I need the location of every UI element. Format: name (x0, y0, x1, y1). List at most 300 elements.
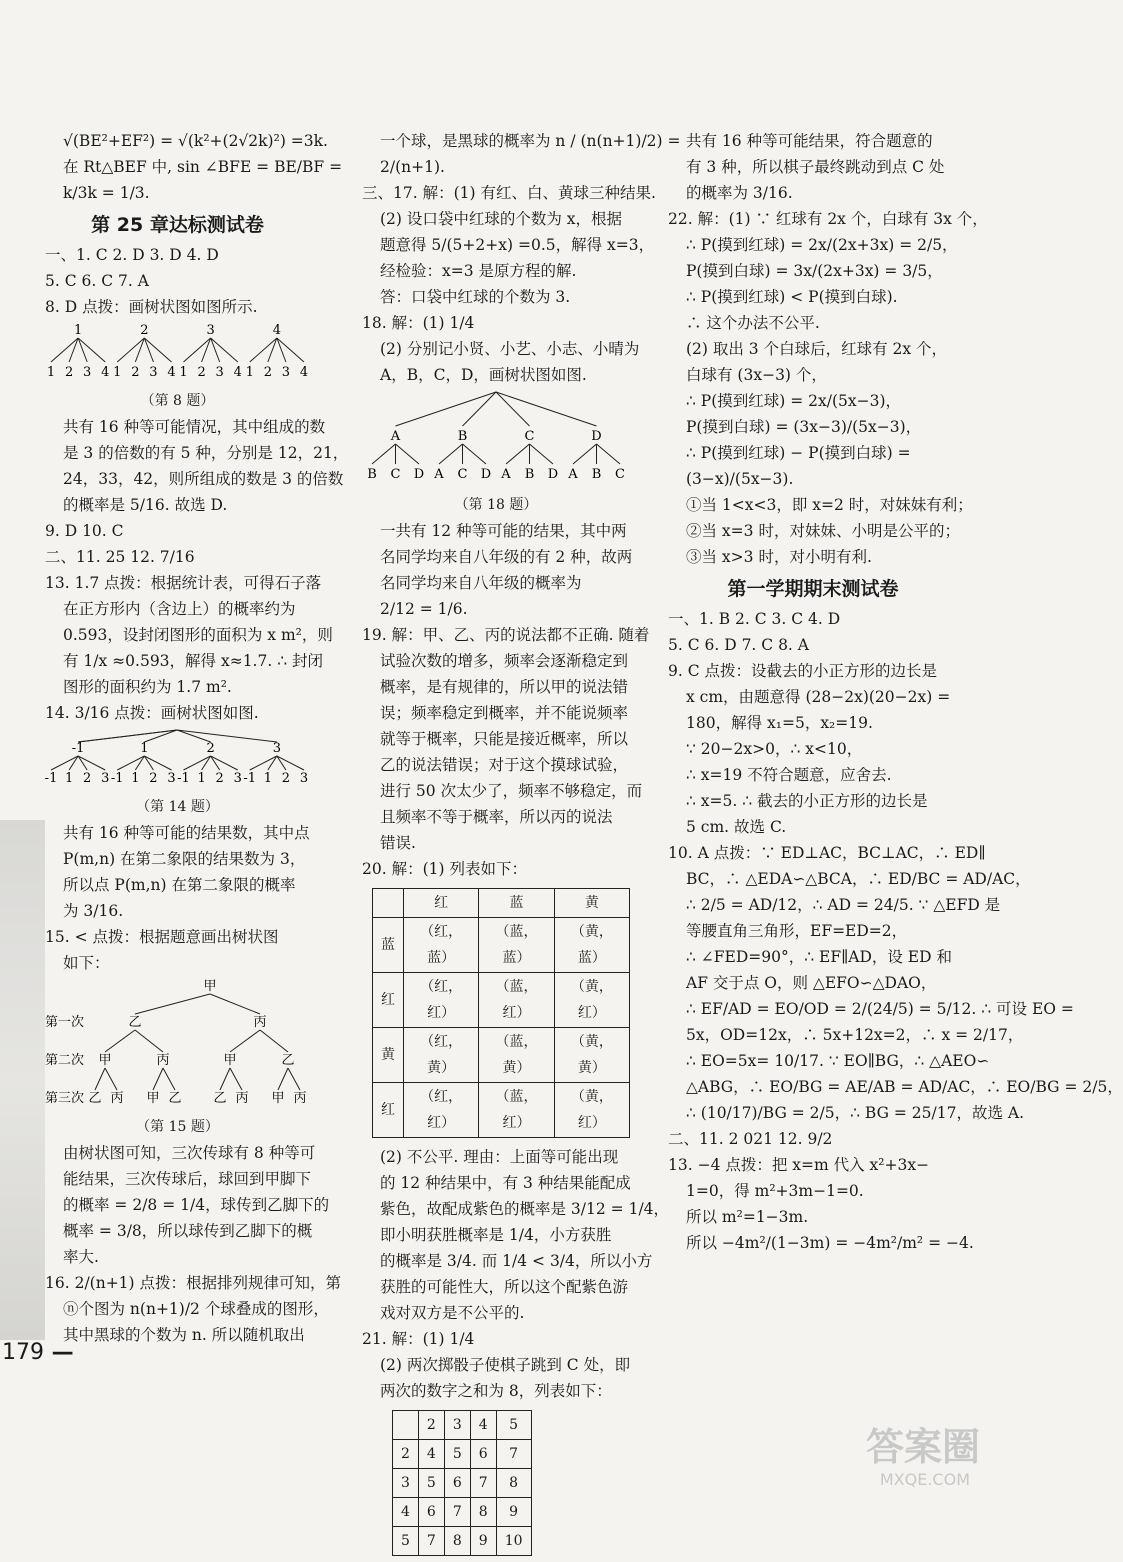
tree-node-label: 丙 (156, 1053, 170, 1068)
tree-node-label: 3 (83, 365, 92, 380)
text-line: 9. C 点拨：设截去的小正方形的边长是 (668, 662, 938, 680)
table-cell: 3 (393, 1469, 419, 1498)
table-cell: 红 (373, 973, 404, 1028)
text-line: 名同学均来自八年级的概率为 (380, 574, 582, 592)
text-line: 180，解得 x₁=5，x₂=19. (686, 714, 873, 732)
tree-node-label: 2 (140, 323, 149, 338)
tree-node-label: 甲 (223, 1053, 237, 1068)
table-row (373, 889, 630, 918)
text-line: ∴ ∠FED=90°，∴ EF∥AD，设 ED 和 (686, 948, 952, 966)
text-line: ②当 x=3 时，对妹妹、小明是公平的； (686, 522, 960, 540)
tree-edge (230, 1068, 242, 1090)
text-line: 共有 16 种等可能结果，符合题意的 (686, 132, 933, 150)
tree-node-label: 乙 (281, 1053, 295, 1068)
tree-edge (396, 392, 497, 426)
column-left (44, 128, 349, 1348)
table-cell: 8 (470, 1498, 496, 1527)
table-cell: 5 (496, 1411, 531, 1440)
paragraph (362, 180, 656, 310)
tree-node-label: 3 (281, 365, 291, 380)
tree-node-label: 4 (101, 365, 110, 380)
tree-edge (372, 444, 396, 464)
tree-node-label: 乙 (128, 1015, 142, 1030)
answer-line: 21. 解：(1) 1/4 (362, 1330, 475, 1348)
table-cell: 5 (393, 1527, 419, 1556)
tree-node-label: A (501, 467, 511, 482)
tree-edge (220, 1068, 230, 1090)
paragraph (45, 1270, 342, 1348)
paragraph (668, 206, 988, 570)
paragraph (362, 518, 633, 622)
tree-node-label: 2 (83, 771, 92, 786)
watermark-site: MXQE.COM (879, 1470, 970, 1489)
paragraph (362, 336, 640, 388)
text-line: 概率 = 3/8，所以球传到乙脚下的概 (63, 1222, 313, 1240)
table-cell: 5 (444, 1440, 470, 1469)
text-line: 有 3 种，所以棋子最终跳动到点 C 处 (686, 158, 945, 176)
table-cell: （黄，红） (554, 973, 629, 1028)
table-cell: 8 (444, 1527, 470, 1556)
answer-line: 一、1. B 2. C 3. C 4. D (668, 610, 841, 628)
text-line: 所以点 P(m,n) 在第二象限的概率 (63, 876, 296, 894)
table-cell: （黄，红） (554, 1083, 629, 1138)
column-middle (362, 128, 681, 1562)
table-cell: （蓝，红） (479, 1083, 554, 1138)
text-line: (2) 分别记小贤、小艺、小志、小晴为 (380, 340, 640, 358)
tree-node-label: 乙 (88, 1091, 102, 1106)
paragraph (362, 1144, 670, 1326)
text-line: 24，33，42，则所组成的数是 3 的倍数 (63, 470, 344, 488)
table-cell: （蓝，蓝） (479, 918, 554, 973)
table-cell: （红，蓝） (404, 918, 479, 973)
table-cell: （蓝，红） (479, 973, 554, 1028)
table-cell: （红，红） (404, 973, 479, 1028)
tree-node-label: A (390, 429, 401, 444)
margin-watermark-strip (0, 820, 45, 1340)
paragraph (45, 924, 310, 976)
tree-node-label: 2 (131, 365, 140, 380)
text-line: ∴ x=19 不符合题意，应舍去. (686, 766, 892, 784)
tree-edge (463, 444, 487, 464)
tree-node-label: 甲 (271, 1091, 285, 1106)
tree-node-label: 丙 (235, 1091, 249, 1106)
text-line: 一共有 12 种等可能的结果，其中两 (380, 522, 627, 540)
text-line: 的概率为 3/16. (686, 184, 793, 202)
table-cell: 7 (470, 1469, 496, 1498)
tree-edge (530, 444, 554, 464)
tree-edge (496, 392, 530, 426)
text-line: 5 cm. 故选 C. (686, 818, 787, 836)
text-line: 试验次数的增多，频率会逐渐稳定到 (380, 652, 629, 670)
text-line: √(BE²+EF²) = √(k²+(2√2k)²) =3k. (63, 132, 328, 150)
text-line: 进行 50 次太少了，频率不够稳定，而 (380, 782, 643, 800)
tree-node-label: 3 (215, 365, 224, 380)
text-line: 13. −4 点拨：把 x=m 代入 x²+3x− (668, 1156, 930, 1174)
text-line: 乙的说法错误；对于这个摸球试验， (380, 756, 629, 774)
tree-edge (396, 444, 420, 464)
caption: （第 8 题） (140, 393, 215, 409)
text-line: 有 1/x ≈0.593，解得 x≈1.7. ∴ 封闭 (63, 652, 323, 670)
text-line: A，B，C，D，画树状图如图. (380, 366, 587, 384)
text-line: △ABG，∴ EO/BG = AE/AB = AD/AC，∴ EO/BG = 2/5， (686, 1078, 1123, 1096)
table-20 (372, 888, 630, 1138)
text-line: 名同学均来自八年级的有 2 种，故两 (380, 548, 633, 566)
tree-edge (439, 444, 463, 464)
text-line: ∴ (10/17)/BG = 2/5，∴ BG = 25/17，故选 A. (686, 1104, 1025, 1122)
tree-node-label: C (457, 467, 468, 482)
table-row (373, 1083, 630, 1138)
text-line: 答：口袋中红球的个数为 3. (380, 288, 571, 306)
text-line: ∴ EO=5x= 10/17. ∵ EO∥BG，∴ △AEO∽ (686, 1052, 990, 1070)
text-line: (2) 取出 3 个白球后，红球有 2x 个， (686, 340, 948, 358)
paragraph (362, 1352, 630, 1404)
paragraph (362, 622, 650, 856)
tree-edge (463, 392, 497, 426)
tree-edge (135, 994, 210, 1014)
tree-node-label: A (568, 467, 578, 482)
tree-edge (105, 1030, 135, 1052)
text-line: 5x，OD=12x，∴ 5x+12x=2，∴ x = 2/17， (686, 1026, 1024, 1044)
tree-node-label: 甲 (146, 1091, 160, 1106)
table-row (393, 1527, 532, 1556)
tree-node-label: 2 (215, 771, 224, 786)
text-line: 为 3/16. (63, 902, 124, 920)
text-line: P(摸到白球) = (3x−3)/(5x−3)， (686, 418, 922, 436)
text-line: 所以 −4m²/(1−3m) = −4m²/m² = −4. (686, 1234, 974, 1252)
text-line: ①当 1<x<3，即 x=2 时，对妹妹有利； (686, 496, 973, 514)
tree-node-label: 乙 (213, 1091, 227, 1106)
table-cell: 4 (393, 1498, 419, 1527)
tree-row-label: 第三次 (45, 1091, 85, 1106)
table-cell: 红 (373, 1083, 404, 1138)
answer-line: 5. C 6. D 7. C 8. A (668, 636, 809, 654)
answer-line: 20. 解：(1) 列表如下： (362, 860, 527, 878)
text-line: 一个球，是黑球的概率为 n / (n(n+1)/2) = (380, 132, 681, 150)
tree-node-label: 3 (149, 365, 158, 380)
tree-node-label: C (524, 429, 535, 444)
text-line: 经检验：x=3 是原方程的解. (380, 262, 577, 280)
tree-node-label: -1 (44, 771, 58, 786)
tree-diagram-18 (362, 388, 630, 484)
table-row (373, 918, 630, 973)
table-cell: 蓝 (479, 889, 554, 918)
tree-node-label: 1 (263, 771, 272, 786)
answer-line: 14. 3/16 点拨：画树状图如图. (45, 704, 259, 722)
table-cell: 4 (470, 1411, 496, 1440)
text-line: ∴ EF/AD = EO/OD = 2/(24/5) = 5/12. ∴ 可设 EO = (686, 1000, 1074, 1018)
text-line: 两次的数字之和为 8，列表如下： (380, 1382, 612, 1400)
tree-node-label: 甲 (203, 979, 217, 994)
table-cell: 8 (496, 1469, 531, 1498)
table-cell: 9 (470, 1527, 496, 1556)
text-line: ∴ P(摸到红球) = 2x/(2x+3x) = 2/5， (686, 236, 958, 254)
tree-edge (163, 1068, 175, 1090)
table-cell: 2 (393, 1440, 419, 1469)
tree-node-label: 2 (281, 771, 291, 786)
tree-edge (597, 444, 621, 464)
text-line: 白球有 (3x−3) 个， (686, 366, 827, 384)
text-line: ∴ 2/5 = AD/12，∴ AD = 24/5. ∵ △EFD 是 (686, 896, 1001, 914)
text-line: 图形的面积约为 1.7 m². (63, 678, 232, 696)
text-line: (3−x)/(5x−3). (686, 470, 794, 488)
answer-line: 8. D 点拨：画树状图如图所示. (45, 298, 258, 316)
tree-node-label: 1 (245, 365, 254, 380)
watermark-logo: 答案圈 (865, 1425, 980, 1469)
tree-diagram-8 (45, 320, 310, 380)
table-21 (392, 1410, 532, 1556)
tree-edge (135, 1030, 163, 1052)
table-cell: （红，黄） (404, 1028, 479, 1083)
tree-row-label: 第一次 (45, 1015, 85, 1030)
text-line: (2) 两次掷骰子使棋子跳到 C 处，即 (380, 1356, 631, 1374)
text-line: 0.593，设封闭图形的面积为 x m²，则 (63, 626, 333, 644)
table-cell: 5 (418, 1469, 444, 1498)
text-line: 误；频率稳定到概率，并不能说频率 (380, 704, 629, 722)
text-line: 共有 16 种等可能情况，其中组成的数 (63, 418, 326, 436)
tree-diagram-14 (45, 726, 310, 786)
table-row (393, 1411, 532, 1440)
text-line: 2/(n+1). (380, 158, 445, 176)
tree-node-label: B (524, 467, 535, 482)
tree-node-label: 乙 (168, 1091, 182, 1106)
tree-edge (278, 1068, 288, 1090)
text-line: x cm，由题意得 (28−2x)(20−2x) = (686, 688, 951, 706)
table-cell: 2 (418, 1411, 444, 1440)
tree-node-label: B (367, 467, 377, 482)
table-cell: 黄 (373, 1028, 404, 1083)
text-line: 等腰直角三角形，EF=ED=2， (686, 922, 908, 940)
tree-node-label: B (591, 467, 602, 482)
text-line: 22. 解：(1) ∵ 红球有 2x 个，白球有 3x 个， (668, 210, 988, 228)
table-cell: 3 (444, 1411, 470, 1440)
caption: （第 18 题） (454, 497, 538, 513)
text-line: 能结果，三次传球后，球回到甲脚下 (63, 1170, 312, 1188)
text-line: 概率，是有规律的，所以甲的说法错 (380, 678, 629, 696)
text-line: 的 12 种结果中，有 3 种结果能配成 (380, 1174, 631, 1192)
text-line: 16. 2/(n+1) 点拨：根据排列规律可知，第 (45, 1274, 342, 1292)
tree-node-label: A (434, 467, 444, 482)
tree-node-label: 丙 (110, 1091, 124, 1106)
tree-node-label: -1 (71, 741, 85, 756)
text-line: 13. 1.7 点拨：根据统计表，可得石子落 (45, 574, 322, 592)
tree-node-label: 4 (167, 365, 176, 380)
chapter-title: 第 25 章达标测试卷 (91, 214, 264, 236)
paragraph (45, 820, 310, 924)
text-line: 10. A 点拨：∵ ED⊥AC，BC⊥AC，∴ ED∥ (668, 844, 986, 862)
text-line: 就等于概率，只能是接近概率，所以 (380, 730, 629, 748)
tree-node-label: 2 (206, 741, 215, 756)
tree-node-label: B (457, 429, 468, 444)
table-cell: 蓝 (373, 918, 404, 973)
text-line: ∴ P(摸到红球) − P(摸到白球) = (686, 444, 911, 462)
tree-node-label: 丙 (253, 1015, 267, 1030)
text-line: AF 交于点 O，则 △EFO∽△DAO， (686, 974, 937, 992)
tree-node-label: C (615, 467, 625, 482)
caption: （第 15 题） (136, 1119, 219, 1135)
tree-node-label: 2 (263, 365, 272, 380)
tree-node-label: -1 (110, 771, 124, 786)
tree-node-label: 3 (101, 771, 110, 786)
text-line: ⓝ个图为 n(n+1)/2 个球叠成的图形， (63, 1300, 329, 1318)
answer-line: 18. 解：(1) 1/4 (362, 314, 475, 332)
tree-edge (496, 392, 597, 426)
text-line: (2) 设口袋中红球的个数为 x，根据 (380, 210, 623, 228)
text-line: 1=0，得 m²+3m−1=0. (686, 1182, 864, 1200)
tree-node-label: 1 (131, 771, 140, 786)
text-line: P(m,n) 在第二象限的结果数为 3， (63, 850, 306, 868)
text-line: 如下： (63, 954, 110, 972)
table-cell: 9 (496, 1498, 531, 1527)
text-line: ∴ P(摸到红球) < P(摸到白球). (686, 288, 898, 306)
text-line: 紫色，故配成紫色的概率是 3/12 = 1/4， (380, 1200, 670, 1218)
text-line: 获胜的可能性大，所以这个配紫色游 (380, 1278, 629, 1296)
table-cell: （蓝，黄） (479, 1028, 554, 1083)
paragraph (668, 128, 958, 206)
tree-node-label: C (390, 467, 401, 482)
tree-node-label: 4 (299, 365, 309, 380)
tree-node-label: 丙 (293, 1091, 307, 1106)
text-line: 的概率 = 2/8 = 1/4，球传到乙脚下的 (63, 1196, 330, 1214)
tree-row-label: 第二次 (45, 1053, 85, 1068)
text-line: 15. < 点拨：根据题意画出树状图 (45, 928, 279, 946)
tree-node-label: 1 (179, 365, 188, 380)
text-line: 的概率是 3/4. 而 1/4 < 3/4，所以小方 (380, 1252, 653, 1270)
tree-node-label: 4 (272, 323, 282, 338)
text-line: ∴ x=5. ∴ 截去的小正方形的边长是 (686, 792, 928, 810)
table-cell: （黄，蓝） (554, 918, 629, 973)
tree-node-label: D (480, 467, 492, 482)
text-line: ∴ 这个办法不公平. (686, 314, 820, 332)
tree-node-label: -1 (243, 771, 257, 786)
tree-node-label: D (413, 467, 425, 482)
answer-line: 5. C 6. C 7. A (45, 272, 149, 290)
text-line: 所以 m²=1−3m. (686, 1208, 809, 1226)
tree-node-label: 2 (197, 365, 206, 380)
text-line: (2) 不公平. 理由：上面等可能出现 (380, 1148, 619, 1166)
table-cell: 4 (418, 1440, 444, 1469)
tree-edge (506, 444, 530, 464)
table-cell: 10 (496, 1527, 531, 1556)
text-line: 且频率不等于概率，所以丙的说法 (380, 808, 613, 826)
text-line: P(摸到白球) = 3x/(2x+3x) = 3/5， (686, 262, 943, 280)
table-cell (373, 889, 404, 918)
answer-line: 一、1. C 2. D 3. D 4. D (45, 246, 219, 264)
tree-node-label: D (591, 429, 602, 444)
tree-node-label: 3 (272, 741, 282, 756)
text-line: 率大. (63, 1248, 99, 1266)
tree-edge (230, 1030, 260, 1052)
text-line: 由树状图可知，三次传球有 8 种等可 (63, 1144, 316, 1162)
text-line: 在正方形内（含边上）的概率约为 (63, 600, 296, 618)
tree-edge (260, 1030, 288, 1052)
table-cell: （红，红） (404, 1083, 479, 1138)
tree-edge (210, 994, 260, 1014)
tree-node-label: 1 (197, 771, 206, 786)
table-cell: 红 (404, 889, 479, 918)
text-line: 题意得 5/(5+2+x) =0.5，解得 x=3， (380, 236, 655, 254)
table-cell: 黄 (554, 889, 629, 918)
text-line: 的概率是 5/16. 故选 D. (63, 496, 228, 514)
text-line: ③当 x>3 时，对小明有利. (686, 548, 872, 566)
tree-diagram-15 (45, 976, 310, 1106)
answer-line: 二、11. 25 12. 7/16 (45, 548, 195, 566)
table-row (393, 1440, 532, 1469)
table-cell: （黄，黄） (554, 1028, 629, 1083)
tree-edge (573, 444, 597, 464)
text-line: 2/12 = 1/6. (380, 600, 468, 618)
text-line: 在 Rt△BEF 中, sin ∠BFE = BE/BF = (63, 158, 343, 176)
table-cell: 6 (470, 1440, 496, 1469)
tree-node-label: 3 (299, 771, 309, 786)
page-number: 179 — (2, 1340, 74, 1365)
tree-node-label: -1 (177, 771, 190, 786)
paragraph (668, 840, 1123, 1126)
tree-node-label: D (547, 467, 559, 482)
tree-node-label: 2 (149, 771, 158, 786)
tree-node-label: 4 (233, 365, 242, 380)
text-line: 是 3 的倍数的有 5 种，分别是 12，21， (63, 444, 349, 462)
tree-node-label: 3 (233, 771, 242, 786)
table-cell: 7 (418, 1527, 444, 1556)
table-cell: 6 (444, 1469, 470, 1498)
tree-edge (177, 730, 277, 742)
paragraph (668, 1152, 974, 1256)
table-cell: 7 (496, 1440, 531, 1469)
tree-edge (95, 1068, 105, 1090)
paragraph (45, 1140, 330, 1270)
table-cell: 6 (418, 1498, 444, 1527)
table-row (393, 1498, 532, 1527)
tree-node-label: 1 (46, 365, 56, 380)
text-line: 即小明获胜概率是 1/4，小方获胜 (380, 1226, 612, 1244)
paragraph (45, 414, 349, 518)
caption: （第 14 题） (136, 799, 219, 815)
tree-node-label: 1 (113, 365, 122, 380)
text-line: ∵ 20−2x>0，∴ x<10， (686, 740, 863, 758)
text-line: 共有 16 种等可能的结果数，其中点 (63, 824, 310, 842)
column-right (668, 128, 1123, 1256)
answer-line: 二、11. 2 021 12. 9/2 (668, 1130, 833, 1148)
text-line: 三、17. 解：(1) 有红、白、黄球三种结果. (362, 184, 656, 202)
tree-node-label: 2 (64, 365, 74, 380)
tree-node-label: 3 (167, 771, 176, 786)
paragraph (45, 570, 333, 700)
tree-node-label: 1 (140, 741, 149, 756)
table-cell (393, 1411, 419, 1440)
text-line: k/3k = 1/3. (63, 184, 150, 202)
text-line: 19. 解：甲、乙、丙的说法都不正确. 随着 (362, 626, 650, 644)
tree-node-label: 3 (206, 323, 215, 338)
tree-edge (105, 1068, 117, 1090)
table-row (393, 1469, 532, 1498)
table-row (373, 973, 630, 1028)
paragraph (668, 658, 958, 840)
text-line: ∴ P(摸到红球) = 2x/(5x−3)， (686, 392, 902, 410)
text-line: BC，∴ △EDA∽△BCA，∴ ED/BC = AD/AC， (686, 870, 1031, 888)
section-title: 第一学期期末测试卷 (727, 578, 899, 600)
tree-node-label: 1 (73, 323, 83, 338)
text-line: 其中黑球的个数为 n. 所以随机取出 (63, 1326, 305, 1344)
tree-node-label: 甲 (98, 1053, 112, 1068)
tree-node-label: 1 (64, 771, 74, 786)
tree-edge (153, 1068, 163, 1090)
text-line: 错误. (380, 834, 416, 852)
text-line: 戏对双方是不公平的. (380, 1304, 525, 1322)
tree-edge (288, 1068, 300, 1090)
tree-edge (78, 730, 177, 742)
answer-line: 9. D 10. C (45, 522, 124, 540)
table-row (373, 1028, 630, 1083)
